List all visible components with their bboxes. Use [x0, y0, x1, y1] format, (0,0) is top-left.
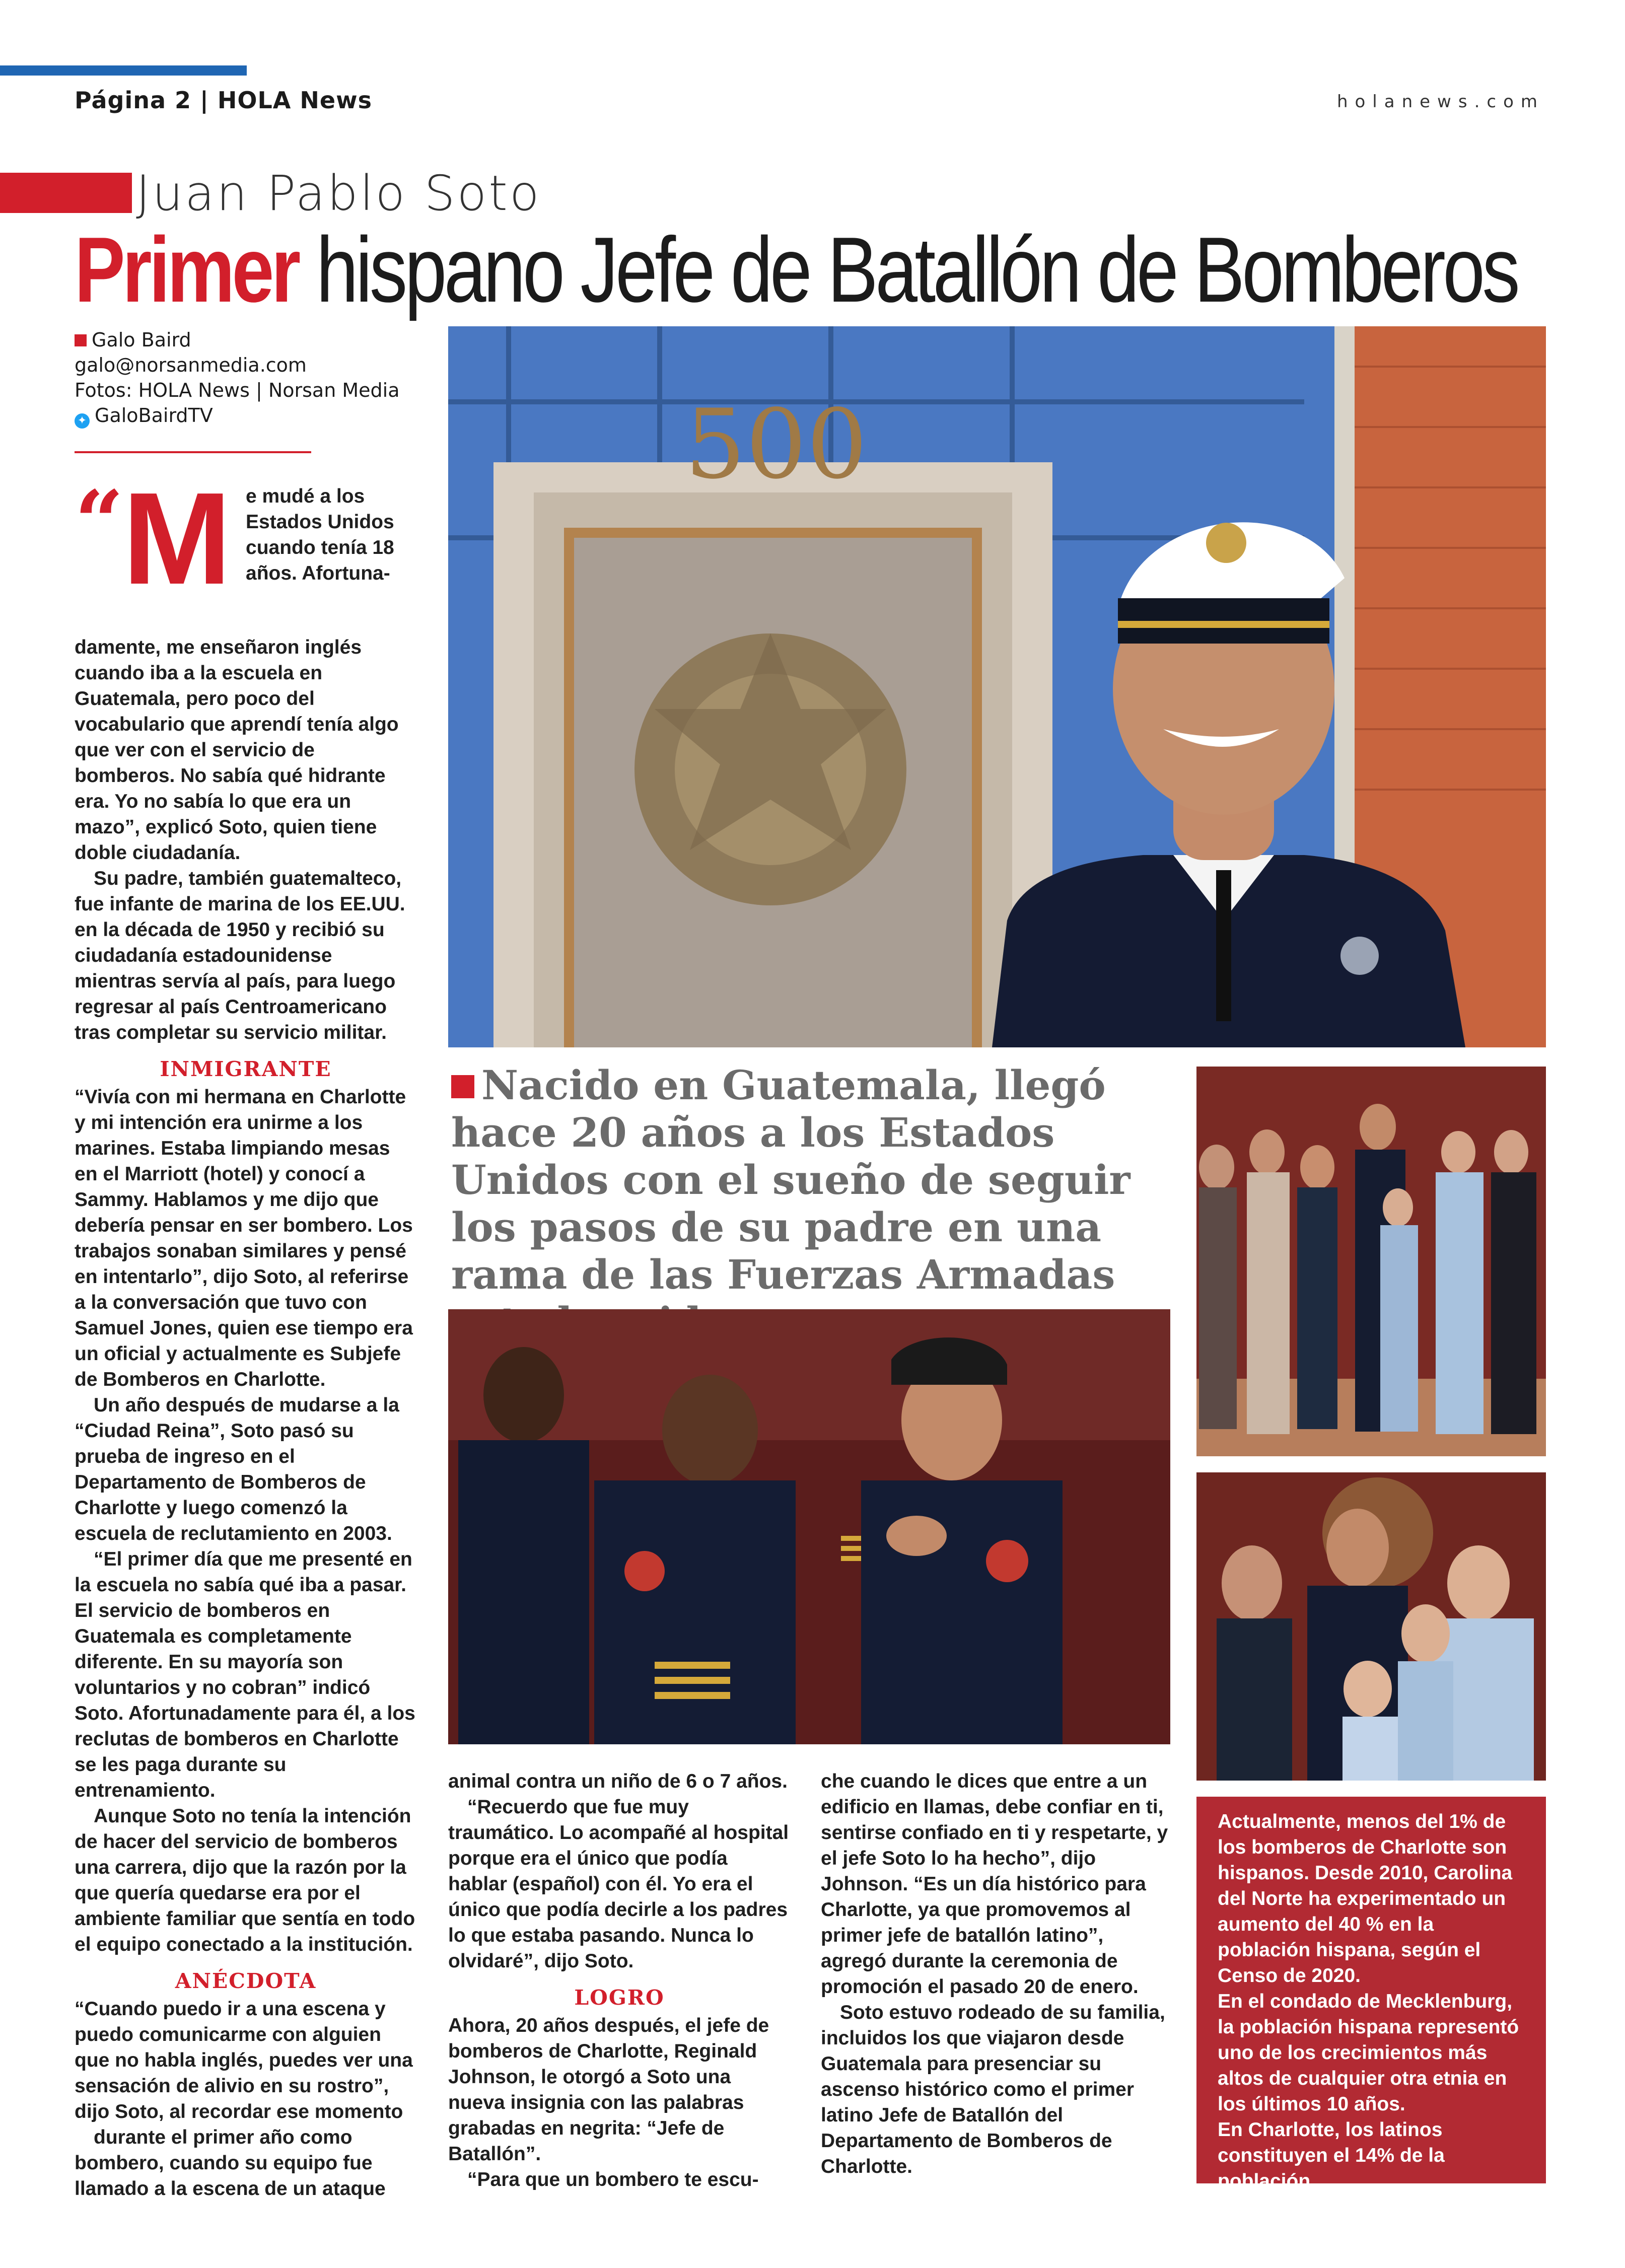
paragraph: “Vivía con mi hermana en Charlotte y mi intención era unirme a los marines. Estaba limpiando mesas en el Marriott (hotel) y conocí a Sammy. Hablamos y me dijo que debería pensar en ser bombero. Los trabajos sonaban similares y pensé en intentarlo”, dijo Soto, al referirse a la conversación que tuvo con Samuel Jones, quien ese tiempo era un oficial y actualmente es Subjefe de Bomberos en Charlotte. [75, 1086, 413, 1390]
byline-photo-credit: Fotos: HOLA News | Norsan Media [75, 379, 400, 401]
main-photo-firefighter [448, 326, 1546, 1047]
site-url[interactable]: holanews.com [1336, 92, 1544, 112]
article-column-1-top [75, 466, 417, 634]
kicker-red-tab [0, 173, 132, 213]
photo-badge-ceremony [448, 1309, 1170, 1744]
sidebar-paragraph: Actualmente, menos del 1% de los bomberos de Charlotte son hispanos. Desde 2010, Carolina del Norte ha experimentado un aumento del 40 % en la población hispana, según el Censo de 2020. [1218, 1811, 1513, 1987]
sidebar-paragraph: En Charlotte, los latinos constituyen el 14% de la población. [1218, 2119, 1445, 2192]
ceremony-illustration [448, 1309, 1170, 1744]
paragraph: animal contra un niño de 6 o 7 años. [448, 1770, 788, 1792]
red-square-icon [75, 334, 87, 346]
sidebar-text [1218, 1809, 1525, 2194]
article-column-3 [821, 1768, 1168, 2179]
subheading-inmigrante: INMIGRANTE [160, 1057, 332, 1081]
subheading-logro: LOGRO [574, 1986, 665, 2010]
lead-paragraph-start: e mudé a los Estados Unidos cuando tenía 18 años. Afortuna- [246, 485, 394, 584]
headline [75, 218, 1518, 321]
pull-quote [451, 1061, 1171, 1345]
header-accent-bar [0, 65, 247, 76]
photo-family-group [1196, 1067, 1546, 1456]
paragraph: Ahora, 20 años después, el jefe de bomberos de Charlotte, Reginald Johnson, le otorgó a Soto una nueva insignia con las palabras grabadas en negrita: “Jefe de Batallón”. [448, 2015, 769, 2165]
paragraph: Un año después de mudarse a la “Ciudad Reina”, Soto pasó su prueba de ingreso en el Departamento de Bomberos de Charlotte y luego comenzó la escuela de reclutamiento en 2003. [75, 1394, 399, 1544]
byline [75, 327, 427, 429]
article-column-1 [75, 634, 417, 2202]
byline-email[interactable]: galo@norsanmedia.com [75, 354, 307, 376]
headline-highlight: Primer [75, 218, 298, 321]
stats-sidebar [1196, 1797, 1546, 2192]
byline-author: Galo Baird [92, 329, 191, 351]
page-label: Página 2 | HOLA News [75, 87, 372, 114]
pull-quote-text: Nacido en Guatemala, llegó hace 20 años a los Estados Unidos con el sueño de seguir los pasos de su padre en una rama de las Fuerzas Armadas [451, 1061, 1131, 1298]
subheading-anecdota: ANÉCDOTA [175, 1969, 317, 1993]
paragraph: “Cuando puedo ir a una escena y puedo comunicarme con alguien que no habla inglés, puedes ver una sensación de alivio en su rostro”, dijo Soto, al recordar ese momento [75, 1998, 413, 2122]
main-photo-illustration [448, 326, 1546, 1047]
lead-paragraph: damente, me enseñaron inglés cuando iba a la escuela en Guatemala, pero poco del vocabulario que aprendí tenía algo que ver con el servicio de bomberos. No sabía qué hidrante era. Yo no sabía lo que era un mazo”, explicó Soto, quien tiene doble ciudadanía. [75, 636, 399, 864]
paragraph: durante el primer año como bombero, cuando su equipo fue llamado a la escena de un ataque [75, 2127, 386, 2200]
byline-twitter: GaloBairdTV [95, 404, 213, 427]
family-group-illustration [1196, 1067, 1546, 1456]
kicker: Juan Pablo Soto [136, 165, 541, 222]
paragraph: “El primer día que me presenté en la escuela no sabía qué iba a pasar. El servicio de bomberos en Guatemala es completamente diferente. En su mayoría son voluntarios y no cobran” indicó Soto. Afortunadamente para él, a los reclutas de bomberos en Charlotte se les paga durante su entrenamiento. [75, 1548, 415, 1801]
paragraph: Aunque Soto no tenía la intención de hacer del servicio de bomberos una carrera, dijo que la razón por la que quería quedarse era por el ambiente familiar que sentía en todo el equipo conectado a la institución. [75, 1805, 415, 1955]
family-close-illustration [1196, 1472, 1546, 1781]
sidebar-paragraph: En el condado de Mecklenburg, la población hispana representó uno de los crecimientos más altos de cualquier otra etnia en los últimos 10 años. [1218, 1991, 1519, 2115]
headline-rest: hispano Jefe de Batallón de Bomberos [298, 218, 1518, 321]
byline-twitter-row[interactable] [75, 403, 427, 429]
paragraph: che cuando le dices que entre a un edificio en llamas, debe confiar en ti, sentirse confiado en ti y respetarte, y el jefe Soto lo ha hecho”, dijo Johnson. “Es un día histórico para Charlotte, ya que promovemos al primer jefe de batallón latino”, agregó durante la ceremonia de promoción el pasado 20 de enero. [821, 1770, 1168, 1998]
article-column-2 [448, 1768, 791, 2192]
dropcap-block [75, 466, 417, 634]
paragraph: “Para que un bombero te escu- [467, 2169, 759, 2190]
dropcap-letter: M [122, 466, 232, 612]
building-number: 500 [685, 389, 868, 500]
paragraph: Soto estuvo rodeado de su familia, incluidos los que viajaron desde Guatemala para presenciar su ascenso histórico como el primer latino Jefe de Batallón del Departamento de Bomberos de Charlotte. [821, 2002, 1165, 2177]
paragraph: Su padre, también guatemalteco, fue infante de marina de los EE.UU. en la década de 1950 y recibió su ciudadanía estadounidense mientras servía al país, para luego regresar al país Centroamericano tras completar su servicio militar. [75, 868, 405, 1043]
photo-family-close [1196, 1472, 1546, 1781]
dropcap-quote: “ [75, 472, 124, 573]
red-square-icon [451, 1075, 474, 1098]
byline-divider [75, 451, 311, 453]
paragraph: “Recuerdo que fue muy traumático. Lo acompañé al hospital porque era el único que podía hablar (español) con él. Yo era el único que podía decirle a los padres lo que estaba pasando. Nunca lo olvidaré”, dijo Soto. [448, 1796, 789, 1972]
twitter-icon: ✦ [75, 413, 90, 429]
byline-author-row [75, 327, 427, 352]
